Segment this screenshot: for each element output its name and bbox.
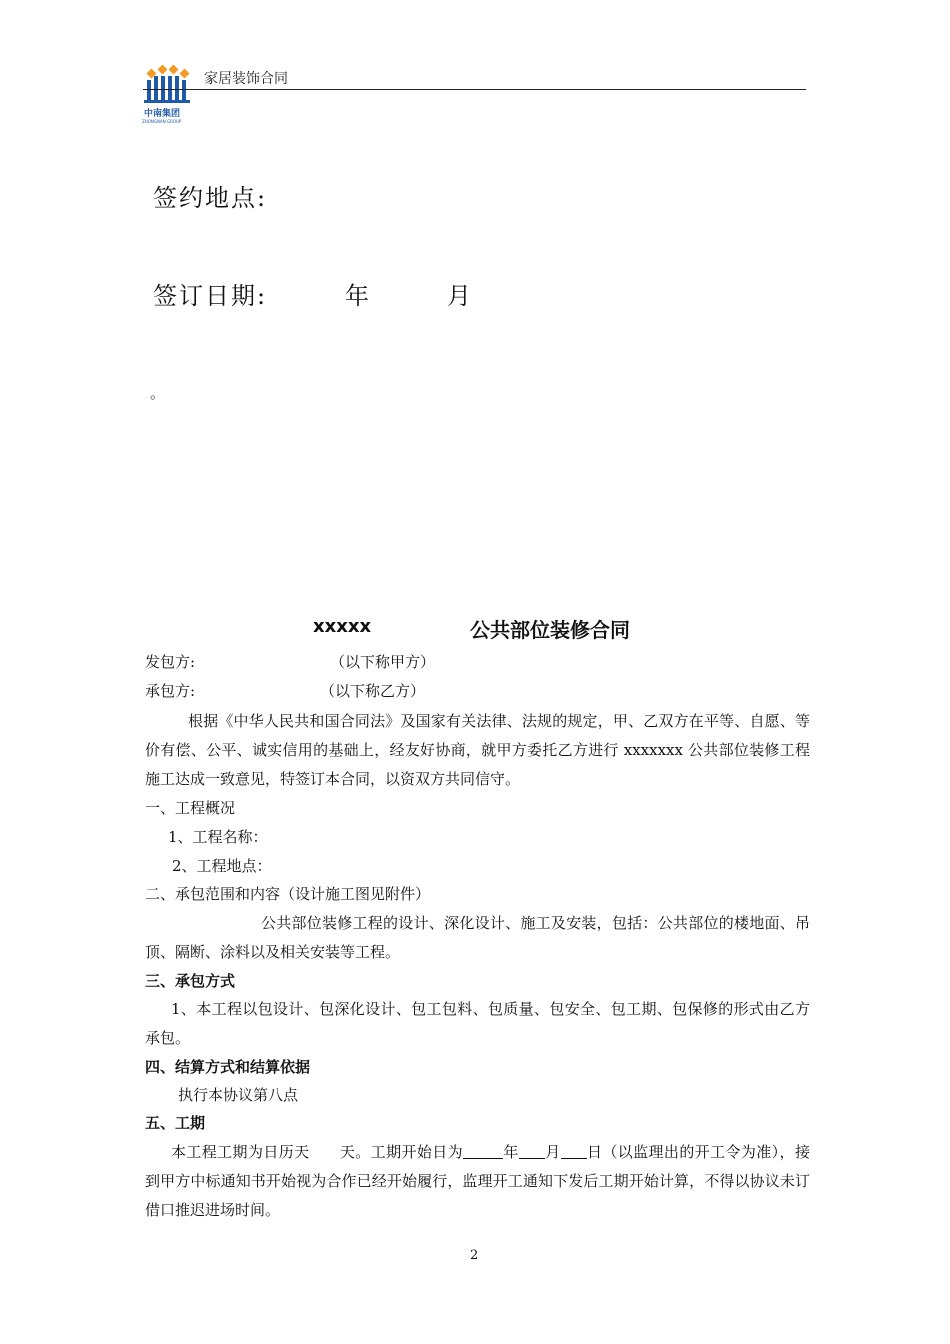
- zhongnan-logo: [140, 62, 194, 128]
- start-year-blank[interactable]: [463, 1142, 503, 1159]
- section-2-title: 二、承包范围和内容（设计施工图见附件）: [145, 885, 431, 903]
- logo-text-cn: 中南集团: [144, 109, 181, 119]
- month-label: 月: [447, 282, 473, 310]
- party-b-label: 承包方:: [145, 682, 196, 700]
- section-3-title: 三、承包方式: [145, 972, 236, 990]
- section-5-title: 五、工期: [145, 1114, 206, 1132]
- section-2-text: 公共部位装修工程的设计、深化设计、施工及安装，包括：公共部位的楼地面、吊顶、隔断、涂料以及相关安装等工程。: [145, 914, 810, 961]
- logo-text-en: ZHONGNAN GROUP: [142, 119, 182, 124]
- section-1-item-2: 2、工程地点：: [172, 857, 272, 875]
- section-4-text: 执行本协议第八点: [178, 1086, 299, 1104]
- s5-part-2: 天。工期开始日为: [339, 1143, 464, 1161]
- s5-part-3: 年: [503, 1143, 519, 1161]
- start-day-blank[interactable]: [561, 1142, 587, 1159]
- start-month-blank[interactable]: [519, 1142, 545, 1159]
- year-label: 年: [345, 282, 371, 310]
- section-4-title: 四、结算方式和结算依据: [145, 1058, 311, 1076]
- header-divider: [143, 89, 806, 90]
- party-b-note: （以下称乙方）: [320, 682, 426, 700]
- contract-title: 公共部位装修合同: [470, 618, 630, 642]
- section-1-title: 一、工程概况: [145, 799, 236, 817]
- intro-paragraph: 根据《中华人民共和国合同法》及国家有关法律、法规的规定，甲、乙双方在平等、自愿、等价有偿、公平、诚实信用的基础上，经友好协商，就甲方委托乙方进行 xxxxxxx 公共部位装修工程施工达成一致意见，特签订本合同，以资双方共同信守。: [145, 712, 810, 788]
- party-a-note: （以下称甲方）: [330, 653, 436, 671]
- stray-dot: 。: [150, 384, 166, 402]
- section-1-item-1: 1、工程名称：: [168, 828, 268, 846]
- section-5-text: [145, 1138, 810, 1225]
- contract-title-prefix: xxxxx: [313, 616, 372, 637]
- header-title: 家居装饰合同: [204, 71, 288, 87]
- s5-part-4: 月: [544, 1143, 561, 1161]
- section-3-text: 1、本工程以包设计、包深化设计、包工包料、包质量、包安全、包工期、包保修的形式由乙方承包。: [145, 1000, 810, 1047]
- s5-part-5: 日（以监理出的开工令为准），接到甲方中标通知书开始视为合作已经开始履行，监理开工通知下发后工期开始计算，不得以协议未订借口推迟进场时间。: [145, 1143, 810, 1219]
- sign-place-label: 签约地点:: [153, 184, 268, 212]
- s5-part-1: 本工程工期为日历天: [171, 1143, 310, 1161]
- page-number: 2: [470, 1248, 479, 1263]
- sign-date-label: 签订日期:: [153, 282, 268, 310]
- party-a-label: 发包方:: [145, 653, 196, 671]
